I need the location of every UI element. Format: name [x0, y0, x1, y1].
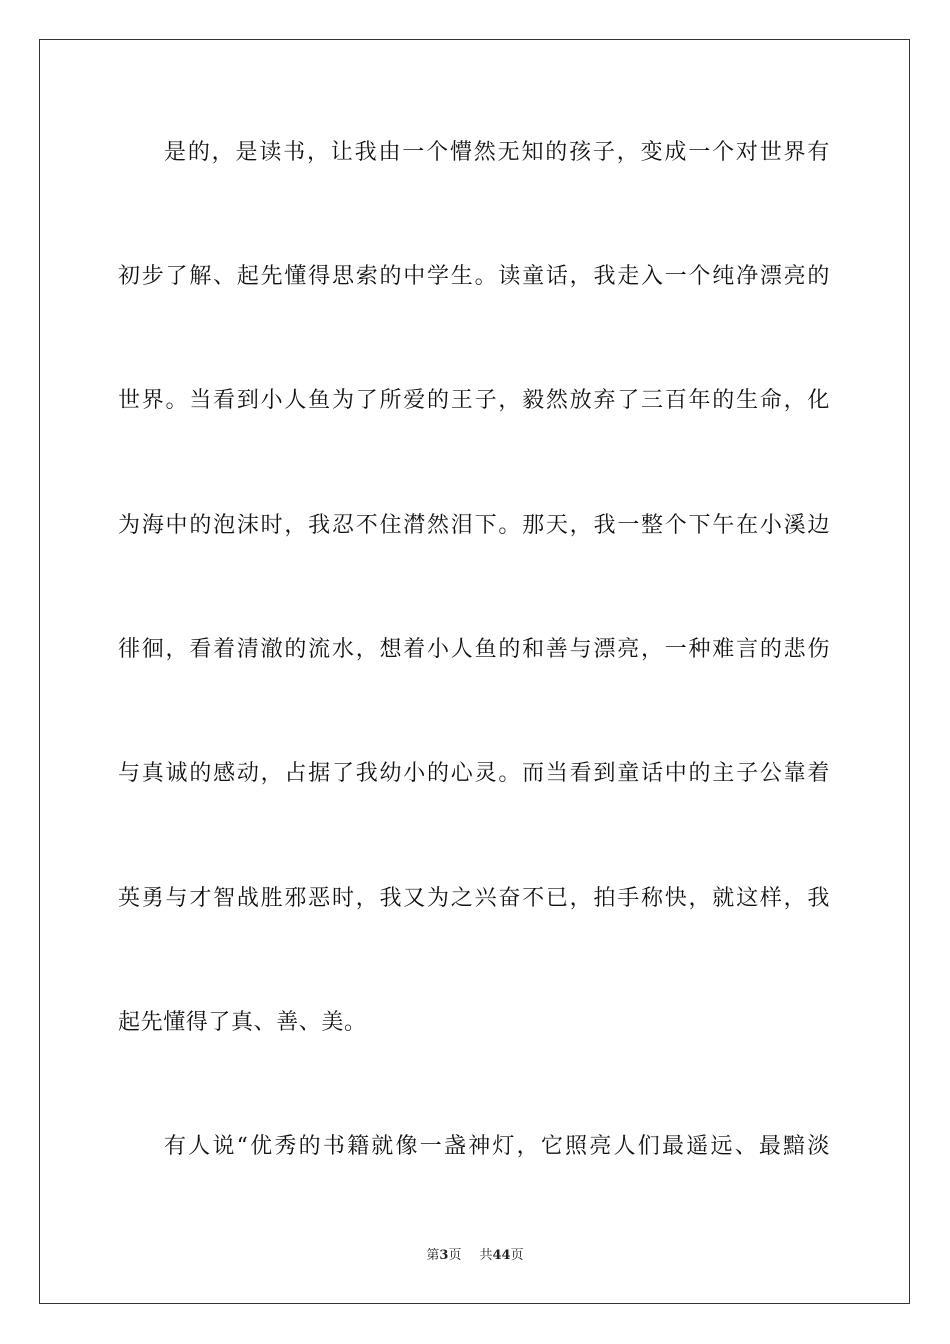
paragraph-line: 有人说“优秀的书籍就像一盏神灯，它照亮人们最遥远、最黯淡	[164, 1134, 830, 1159]
paragraph-line: 世界。当看到小人鱼为了所爱的王子，毅然放弃了三百年的生命，化	[118, 388, 830, 413]
paragraph-line: 为海中的泡沫时，我忍不住潸然泪下。那天，我一整个下午在小溪边	[118, 513, 830, 538]
total-label	[479, 1248, 523, 1263]
total-pages: 44	[492, 1248, 511, 1263]
paragraph-line: 起先懂得了真、善、美。	[118, 1010, 367, 1035]
page-prefix: 第	[426, 1248, 440, 1263]
page-border	[39, 39, 910, 1304]
page-footer	[0, 1247, 950, 1265]
paragraph-line: 是的，是读书，让我由一个懵然无知的孩子，变成一个对世界有	[164, 140, 830, 165]
paragraph-line: 英勇与才智战胜邪恶时，我又为之兴奋不已，拍手称快，就这样，我	[118, 886, 830, 911]
page-number: 3	[439, 1248, 449, 1263]
page-suffix: 页	[448, 1248, 462, 1263]
total-prefix: 共	[479, 1248, 493, 1263]
paragraph-line: 徘徊，看着清澈的流水，想着小人鱼的和善与漂亮，一种难言的悲伤	[118, 637, 830, 662]
paragraph-line: 初步了解、起先懂得思索的中学生。读童话，我走入一个纯净漂亮的	[118, 264, 830, 289]
page-label	[426, 1248, 461, 1263]
total-suffix: 页	[510, 1248, 524, 1263]
paragraph-line: 与真诚的感动，占据了我幼小的心灵。而当看到童话中的主子公靠着	[118, 761, 830, 786]
